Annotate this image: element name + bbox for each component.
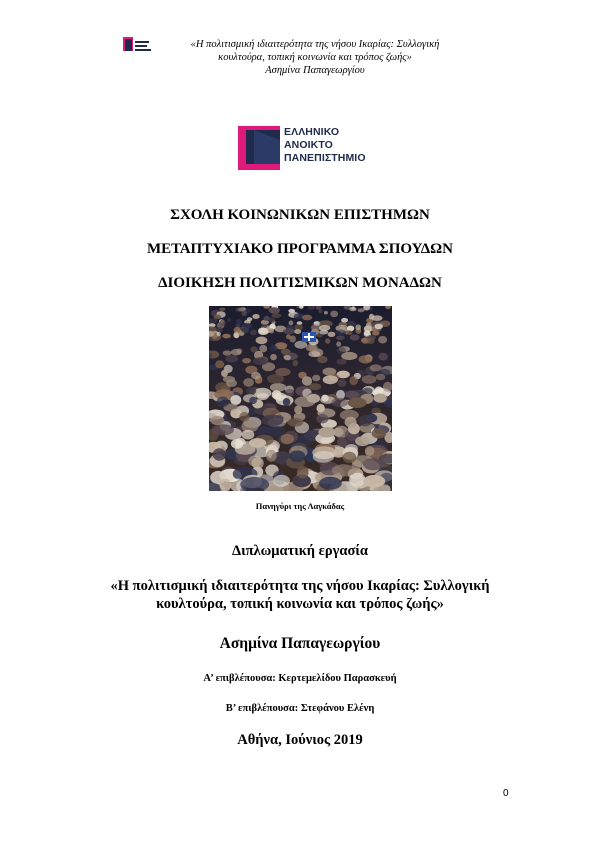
running-header [150,38,480,77]
university-name [284,126,366,165]
running-header-author: Ασημίνα Παπαγεωργίου [265,65,365,76]
supervisor-a: Α’ επιβλέπουσα: Κερτεμελίδου Παρασκευή [203,673,397,684]
thesis-title-line: «Η πολιτισμική ιδιαιτερότητα της νήσου Ικαρίας: Συλλογική [110,578,490,594]
university-name-line: ΑΝΟΙΚΤΟ [284,139,333,151]
thesis-title [0,577,600,613]
document-type: Διπλωματική εργασία [232,543,368,559]
program-heading: ΜΕΤΑΠΤΥΧΙΑΚΟ ΠΡΟΓΡΑΜΜΑ ΣΠΟΥΔΩΝ [147,241,453,257]
author-name: Ασημίνα Παπαγεωργίου [219,635,381,652]
crowd-image-icon [209,306,392,491]
running-header-line: «Η πολιτισμική ιδιαιτερότητα της νήσου Ικαρίας: Συλλογική [190,39,440,50]
school-heading: ΣΧΟΛΗ ΚΟΙΝΩΝΙΚΩΝ ΕΠΙΣΤΗΜΩΝ [170,207,430,223]
thesis-title-line: κουλτούρα, τοπική κοινωνία και τρόπος ζωής» [156,596,444,612]
page-number: 0 [503,788,509,799]
university-name-line: ΠΑΝΕΠΙΣΤΗΜΙΟ [284,152,366,164]
running-header-line: κουλτούρα, τοπική κοινωνία και τρόπος ζωής» [218,52,412,63]
university-name-line: ΕΛΛΗΝΙΚΟ [284,126,340,138]
track-heading: ΔΙΟΙΚΗΣΗ ΠΟΛΙΤΙΣΜΙΚΩΝ ΜΟΝΑΔΩΝ [158,275,442,291]
photo-caption: Πανηγύρι της Λαγκάδας [255,501,345,511]
festival-photo [209,306,392,491]
supervisor-b: Β’ επιβλέπουσα: Στεφάνου Ελένη [225,703,375,714]
place-date: Αθήνα, Ιούνιος 2019 [237,732,363,748]
